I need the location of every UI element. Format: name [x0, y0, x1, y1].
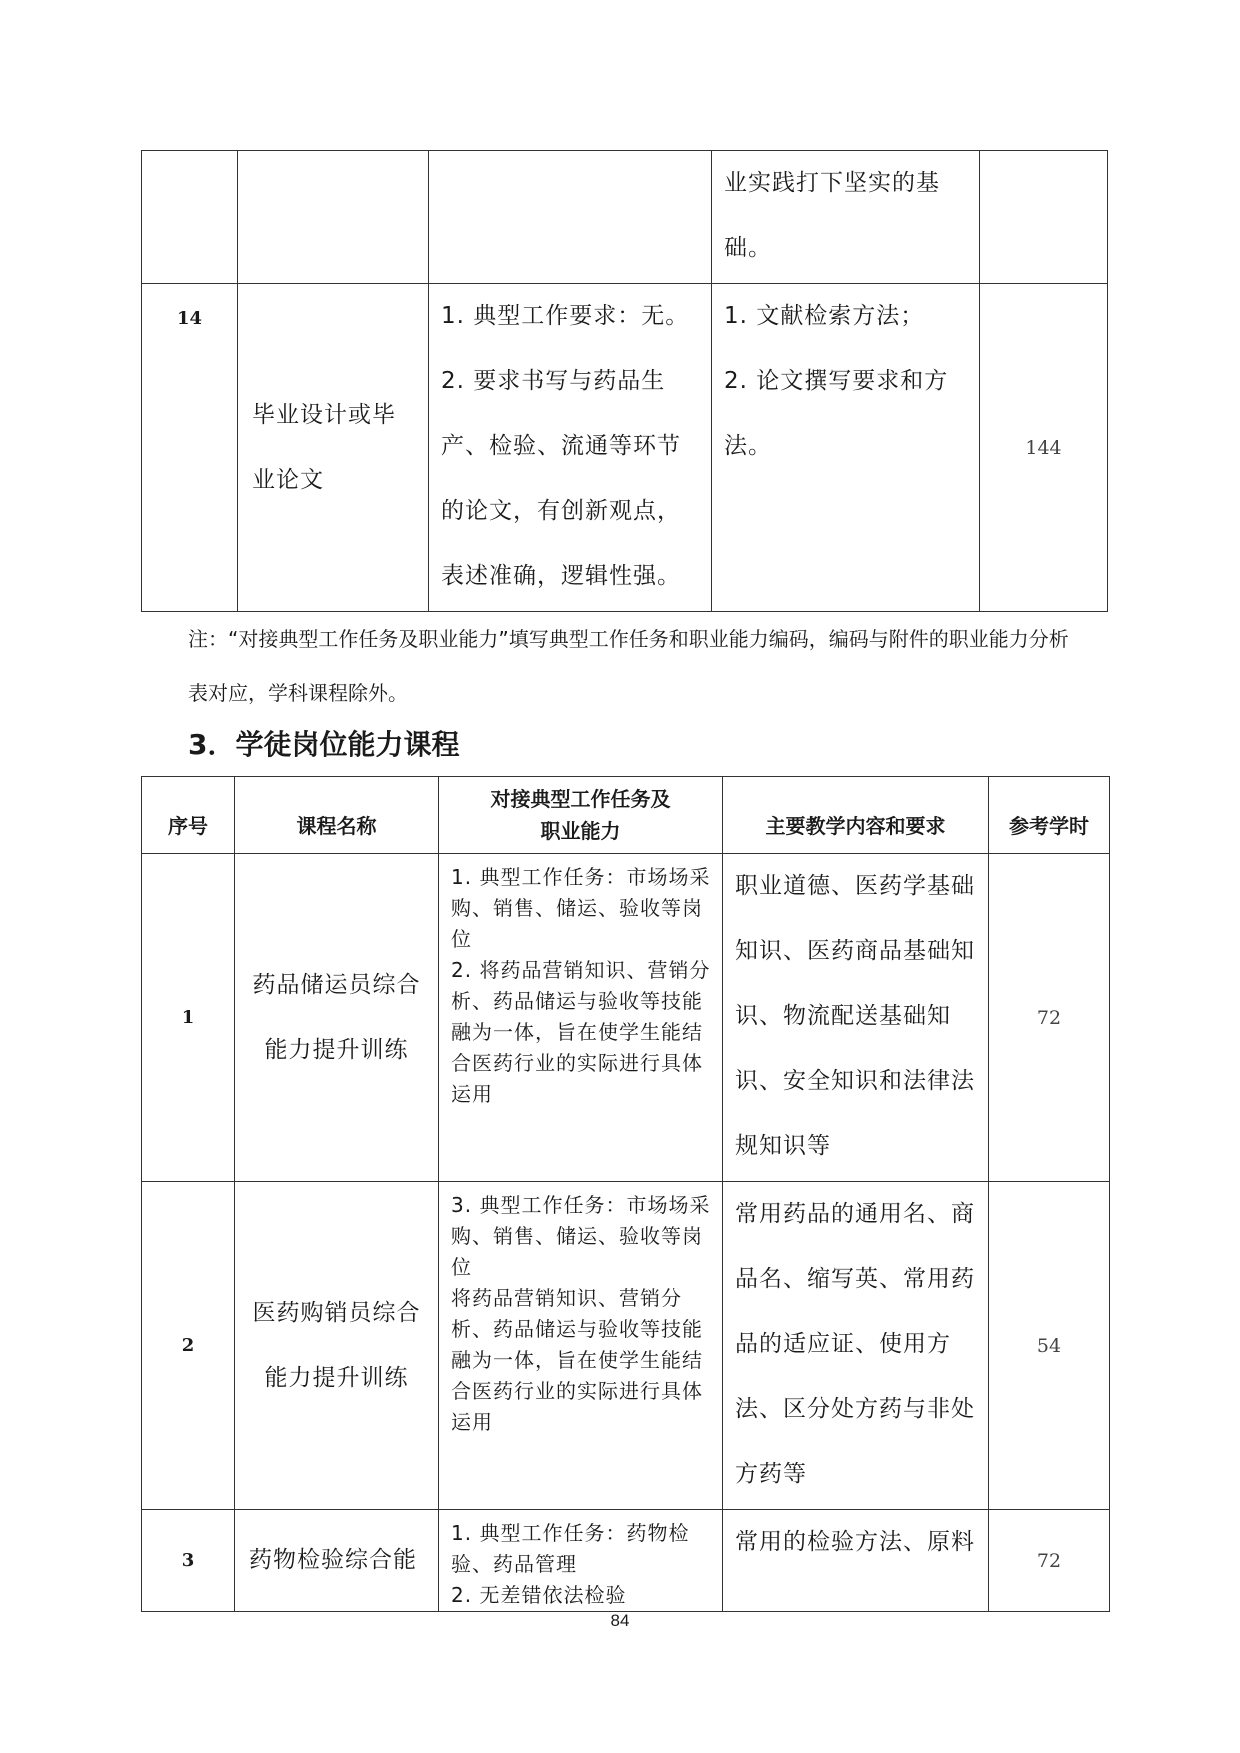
hours-cell: 144: [980, 284, 1108, 612]
hours-cell: 54: [989, 1182, 1110, 1510]
table-row: [142, 1182, 1110, 1510]
table-row: [142, 854, 1110, 1182]
table-row: [142, 1510, 1110, 1612]
task-item: 2. 要求书写与药品生产、检验、流通等环节的论文，有创新观点，表述准确，逻辑性强。: [441, 368, 681, 589]
task-cell: [439, 1510, 723, 1612]
content-item: 1. 文献检索方法；: [724, 303, 925, 329]
task-item: 2. 将药品营销知识、营销分析、药品储运与验收等技能融为一体，旨在使学生能结合医药行业的实际进行具体运用: [451, 958, 711, 1106]
page-number: 84: [610, 1611, 630, 1630]
task-item: 将药品营销知识、营销分析、药品储运与验收等技能融为一体，旨在使学生能结合医药行业的实际进行具体运用: [451, 1286, 703, 1434]
section-title: 3．学徒岗位能力课程: [188, 728, 460, 761]
task-cell: [429, 284, 712, 612]
row-number: 1: [142, 854, 235, 1182]
task-item: 1. 典型工作任务：药物检验、药品管理: [451, 1521, 690, 1576]
content-cell: 业实践打下坚实的基础。: [712, 151, 980, 284]
apprentice-course-table: [141, 776, 1110, 1612]
table-continued: [141, 150, 1108, 612]
content-cell: 常用的检验方法、原料: [723, 1510, 989, 1612]
task-cell: [439, 854, 723, 1182]
hours-cell: 72: [989, 1510, 1110, 1612]
row-number: 14: [142, 284, 238, 612]
content-cell: [712, 284, 980, 612]
table-note: 注：“对接典型工作任务及职业能力”填写典型工作任务和职业能力编码，编码与附件的职业能力分析表对应，学科课程除外。: [188, 627, 1069, 705]
row-number: 2: [142, 1182, 235, 1510]
table-row: [142, 284, 1108, 612]
header-content: 主要教学内容和要求: [723, 777, 989, 854]
task-cell: [439, 1182, 723, 1510]
task-item: 2. 无差错依法检验: [451, 1583, 627, 1607]
row-number: 3: [142, 1510, 235, 1612]
header-no: 序号: [142, 777, 235, 854]
header-hours: 参考学时: [989, 777, 1110, 854]
content-cell: 常用药品的通用名、商品名、缩写英、常用药品的适应证、使用方法、区分处方药与非处方药等: [723, 1182, 989, 1510]
course-name: 药品储运员综合能力提升训练: [235, 854, 439, 1182]
task-item: 1. 典型工作任务：市场场采购、销售、储运、验收等岗位: [451, 865, 711, 951]
content-item: 2. 论文撰写要求和方法。: [724, 368, 949, 459]
course-name: 医药购销员综合能力提升训练: [235, 1182, 439, 1510]
task-item: 1. 典型工作要求：无。: [441, 303, 690, 329]
table-row: [142, 151, 1108, 284]
table-header-row: [142, 777, 1110, 854]
task-item: 3. 典型工作任务：市场场采购、销售、储运、验收等岗位: [451, 1193, 711, 1279]
content-cell: 职业道德、医药学基础知识、医药商品基础知识、物流配送基础知识、安全知识和法律法规知识等: [723, 854, 989, 1182]
course-name: 毕业设计或毕业论文: [238, 284, 429, 612]
header-name: 课程名称: [235, 777, 439, 854]
header-task: 对接典型工作任务及 职业能力: [439, 777, 723, 854]
hours-cell: 72: [989, 854, 1110, 1182]
course-name: 药物检验综合能: [235, 1510, 439, 1612]
